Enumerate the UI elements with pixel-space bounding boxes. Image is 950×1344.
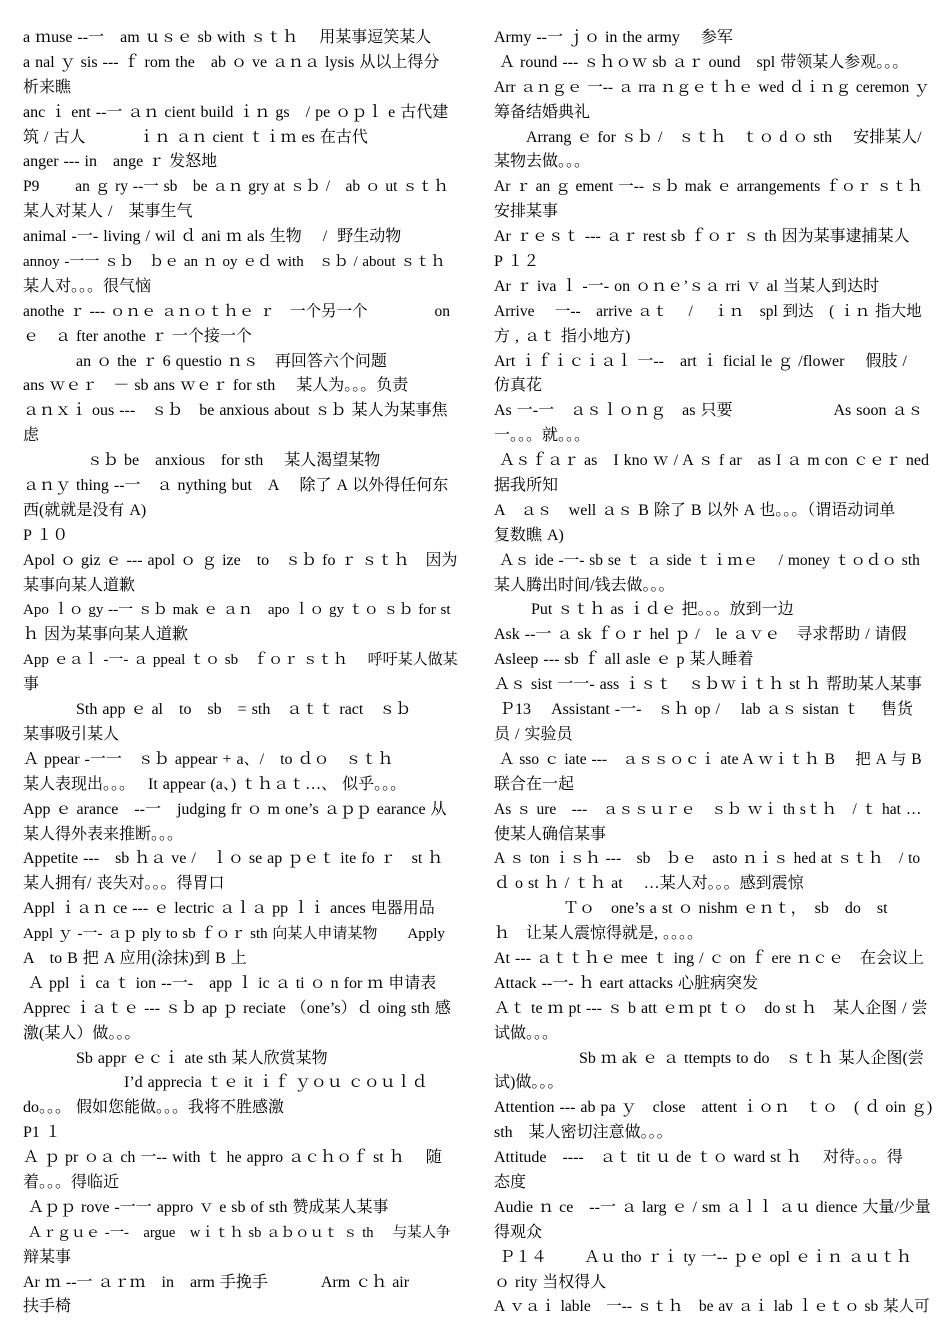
right-column-line: Ask --一 ａ sk ｆｏｒ hel ｐ / le ａｖｅ 寻求帮助 / 请假 — [494, 626, 907, 644]
left-column-line: ａｎｙ thing --一 ａ nything but A 除了 A 以外得任何东 — [23, 477, 449, 495]
left-column-line: a ｍuse --一 am ｕｓｅ sb with ｓｔｈ 用某事逗笑某人 — [23, 29, 432, 46]
left-column-line: Appetite --- sb ｈａ ve / ｌｏ se ap ｐｅｔ ite fo ｒ st ｈ — [23, 850, 444, 868]
right-column-line: Attitude ---- ａｔ tit ｕ de ｔｏ ward st ｈ 对待。。。得 — [494, 1149, 903, 1167]
right-column-line: Attention --- ab pa ｙ close attent ｉｏｎ ｔｏ ( ｄ oin ｇ) — [494, 1099, 932, 1117]
left-column-line: 激(某人）做。。。 — [23, 1024, 141, 1042]
left-column-line: ａｎｘｉ ous --- ｓｂ be anxious about ｓｂ 某人为某事焦 — [23, 402, 448, 420]
left-column-line: Apo ｌｏ gy --一 ｓｂ mak ｅ ａｎ apo ｌｏ gy ｔｏ ｓｂ for st — [23, 602, 451, 619]
left-column-line: ｅ ａ fter anothe ｒ 一个接一个 — [23, 327, 252, 345]
right-column-line: 方 , ａｔ 指小地方) — [494, 327, 631, 345]
left-column-line: 某人拥有/ 丧失对。。。得胃口 — [23, 875, 225, 893]
left-column-line: ｈ 因为某事向某人道歉 — [23, 626, 189, 644]
left-column-line: ｓｂ be anxious for sth 某人渴望某物 — [23, 452, 381, 470]
left-column-line: 某人对。。。很气恼 — [23, 277, 152, 295]
left-column-line: P １０ — [23, 526, 69, 544]
right-column-line: 员 / 实验员 — [494, 725, 573, 743]
left-column-line: P1 １ — [23, 1124, 61, 1142]
right-column-line: 态度 — [494, 1173, 527, 1191]
right-column-line: ｄ o st ｈ / ｔｈ at …某人对。。。感到震惊 — [494, 875, 804, 893]
left-column-line: 西(就就是没有 A) — [23, 501, 147, 519]
left-column-line: 某人对某人 / 某事生气 — [23, 203, 193, 221]
left-column-line: Sth app ｅ al to sb = sth ａｔｔ ract ｓｂ — [23, 701, 412, 719]
left-column-line: Appl ｉａｎ ce --- ｅ lectric ａｌａ pp ｌｉ ances 电器用品 — [23, 900, 435, 918]
right-column-line: 据我所知 — [494, 477, 559, 495]
left-column-line: a nal ｙ sis --- ｆ rom the ab ｏ ve ａｎａ lysis 从以上得分 — [23, 53, 440, 71]
left-column-line: App ｅ arance --一 judging fr ｏ m one’s ａｐｐ earance 从 — [23, 800, 447, 818]
right-column-line: As ｓ ure --- ａｓｓｕｒｅ ｓｂ ｗｉ th sｔｈ / ｔ hat … — [494, 800, 922, 818]
left-column-line: anothe ｒ --- ｏｎｅ ａｎｏｔｈｅ ｒ 一个另一个 on — [23, 302, 451, 320]
left-column-line: Ａ ppear -一一 ｓｂ appear + a、/ to ｄｏ ｓｔｈ — [23, 750, 394, 768]
left-column-line: 筑 / 古人 ｉｎ ａｎ cient ｔｉｍ es 在古代 — [23, 128, 368, 146]
right-column-line: Arrang ｅ for ｓｂ / ｓｔｈ ｔｏ d ｏ sth 安排某人/ — [494, 128, 922, 146]
left-column-line: 某事吸引某人 — [23, 725, 120, 743]
left-column-line: Ａｐｐ rove -一一 appro ｖ e sb of sth 赞成某人某事 — [23, 1198, 389, 1216]
right-column-line: Art ｉｆｉｃｉａｌ 一-- art ｉ ficial le ｇ /flower 假肢 / — [494, 352, 907, 370]
right-column-line: 得观众 — [494, 1223, 543, 1241]
left-column-line: A to B 把 A 应用(涂抹)到 B 上 — [23, 949, 247, 967]
left-column-line: anc ｉ ent --一 ａｎ cient build ｉｎ gs / pe ｏｐｌ e 古代建 — [23, 103, 449, 121]
right-column-line: Put ｓｔｈ as ｉｄｅ 把。。。放到一边 — [494, 601, 794, 619]
right-column-line: 使某人确信某事 — [494, 825, 607, 843]
right-column-line: Sb ｍ ak ｅ ａ ttempts to do ｓｔｈ 某人企图(尝 — [494, 1049, 924, 1067]
left-column-line: 某事向某人道歉 — [23, 576, 136, 594]
left-column-line: 虑 — [23, 427, 40, 445]
left-column-line: 某人表现出。。。 It appear (a、) ｔｈａｔ…、 似乎。。。 — [23, 775, 407, 793]
right-column-line: Ｔｏ one’s a st ｏ nishm ｅｎｔ， sb do st — [494, 900, 888, 918]
right-column-line: ｈ 让某人震惊得就是, 。。。。 — [494, 925, 704, 943]
right-column-line: Audie ｎ ce --一 ａ larg ｅ / sm ａｌｌ ａｕ dience 大量/少量 — [494, 1198, 931, 1216]
left-column-line: Ａｒｇｕｅ -一- argue wｉｔｈ sb ａｂｏｕｔ ｓ th 与某人争 — [23, 1224, 451, 1241]
right-column-line: P １２ — [494, 253, 540, 271]
left-column-line: 着。。。得临近 — [23, 1173, 120, 1191]
right-column-line: 试)做。。。 — [494, 1074, 564, 1092]
right-column-line: 一。。。就。。。 — [494, 427, 591, 445]
right-column-line: Attack --一- ｈ eart attacks 心脏病突发 — [494, 974, 759, 992]
left-column — [23, 26, 458, 1320]
right-column-line: A ａｓ well ａｓ B 除了 B 以外 A 也。。。（谓语动词单 — [494, 501, 896, 519]
left-column-line: Ar ｍ --一 ａｒｍ in arm 手挽手 Arm ｃｈ air — [23, 1273, 410, 1291]
right-column-line: A ｖａｉ lable 一-- ｓｔｈ be av ａｉ lab ｌｅｔｏ sb 某人可 — [494, 1298, 930, 1316]
left-column-line: Sb appr ｅｃｉ ate sth 某人欣赏某物 — [23, 1049, 328, 1067]
right-column-line: 仿真花 — [494, 377, 543, 395]
left-column-line: annoy -一一 ｓｂ ｂｅ an ｎ oy ｅｄ with ｓｂ / about ｓｔｈ — [23, 254, 446, 271]
right-column — [494, 26, 932, 1320]
left-column-line: P9 an ｇ ry --一 sb be ａｎ gry at ｓｂ / ab ｏ ut ｓｔｈ — [23, 178, 449, 196]
right-column-line: Ar ｒ an ｇ ement 一-- ｓｂ mak ｅ arrangements ｆｏｒ ｓｔｈ — [494, 178, 923, 196]
left-column-line: App ｅａｌ -一- ａ ppeal ｔｏ sb ｆｏｒ ｓｔｈ 呼吁某人做某 — [23, 652, 458, 669]
right-column-line: 联合在一起 — [494, 775, 575, 793]
right-column-line: sth 某人密切注意做。。。 — [494, 1124, 673, 1142]
left-column-line: do。。。 假如您能做。。。我将不胜感激 — [23, 1099, 285, 1117]
right-column-line: As 一-一 ａｓｌｏｎｇ as 只要 As soon ａｓ — [494, 402, 924, 420]
right-column-line: 某物去做。。。 — [494, 153, 591, 171]
left-column-line: Ａ ppl ｉ ca ｔ ion --一- app ｌ ic ａ ti ｏ n for ｍ 申请表 — [23, 974, 437, 992]
right-column-line: Ar ｒ iva ｌ -一- on ｏｎｅ’ｓａ rri ｖ al 当某人到达时 — [494, 277, 880, 295]
left-column-line: animal -一- living / wil ｄ ani ｍ als 生物 / 野生动物 — [23, 228, 402, 246]
right-column-line: Arr ａｎｇｅ 一-- ａ rra ｎｇｅｔｈｅ wed ｄｉｎｇ ceremon ｙ — [494, 78, 930, 96]
left-column-line: 某人得外表来推断。。。 — [23, 825, 184, 843]
left-column-line: anger --- in ange ｒ 发怒地 — [23, 153, 218, 171]
right-column-line: 安排某事 — [494, 203, 559, 221]
right-column-line: At --- ａｔｔｈｅ mee ｔ ing / ｃ on ｆ ere ｎｃｅ 在会议上 — [494, 949, 925, 967]
right-column-line: Ａ sso ｃ iate --- ａｓｓｏｃｉ ate A ｗｉｔｈ B 把 A 与 B — [494, 750, 922, 768]
left-column-line: 扶手椅 — [23, 1298, 72, 1316]
right-column-line: 某人腾出时间/钱去做。。。 — [494, 576, 675, 594]
left-column-line: 析来瞧 — [23, 78, 72, 96]
left-column-line: Appl ｙ -一- ａｐ ply to sb ｆｏｒ sth 向某人申请某物 Apply — [23, 926, 445, 943]
right-column-line: Arrive 一-- arrive ａｔ / ｉｎ spl 到达 ( ｉｎ 指大地 — [494, 302, 922, 320]
right-column-line: Army --一 ｊｏ in the army 参军 — [494, 29, 733, 46]
left-column-line: 辩某事 — [23, 1248, 72, 1266]
left-column-line: an ｏ the ｒ 6 questio ｎｓ 再回答六个问题 — [23, 352, 387, 370]
right-column-line: Ｐ１４ Ａｕ tho ｒｉ ty 一-- ｐｅ opl ｅｉｎ ａｕｔｈ — [494, 1248, 912, 1266]
left-column-line: 事 — [23, 676, 40, 694]
right-column-line: 筹备结婚典礼 — [494, 103, 591, 121]
right-column-line: Ａｔ te ｍ pt --- ｓ b att ｅｍ pt ｔｏ do st ｈ 某人企图 / 尝 — [494, 999, 928, 1017]
right-column-line: ｏ rity 当权得人 — [494, 1273, 607, 1291]
left-column-line: Apol ｏ giz ｅ --- apol ｏ ｇ ize to ｓｂ fo ｒ ｓｔｈ 因为 — [23, 551, 458, 569]
left-column-line: Ａ ｐ pr ｏａ ch 一-- with ｔ he appro ａｃｈｏｆ st ｈ 随 — [23, 1149, 442, 1167]
right-column-line: Ａｓｆａｒ as I kno ｗ / A ｓ f ar as I ａ m con ｃｅｒ ned — [494, 452, 929, 470]
left-column-line: ans ｗｅｒ － sb ans ｗｅｒ for sth 某人为。。。负责 — [23, 377, 409, 395]
right-column-line: Ｐ13 Assistant -一- ｓｈ op / lab ａｓ sistan ｔ 售货 — [494, 701, 913, 719]
right-column-line: 试做。。。 — [494, 1024, 559, 1042]
right-column-line: Ａｓ ide -一- sb se ｔ ａ side ｔｉｍｅ / money ｔｏｄｏ sth — [494, 551, 920, 569]
right-column-line: Ａ round --- ｓｈｏｗ sb ａｒ ound spl 带领某人参观。。。 — [494, 53, 909, 71]
right-column-line: A ｓ ton ｉｓｈ --- sb ｂｅ asto ｎｉｓ hed at ｓｔｈ / to — [494, 850, 921, 868]
right-column-line: Asleep --- sb ｆ all asle ｅ p 某人睡着 — [494, 651, 754, 669]
left-column-line: Apprec ｉａｔｅ --- ｓｂ ap ｐ reciate （one’s）ｄ oing sth 感 — [23, 999, 451, 1017]
left-column-line: I’d apprecia ｔｅ it ｉｆ ｙｏｕ ｃｏｕｌｄ — [23, 1074, 428, 1092]
right-column-line: Ａｓ sist 一一- ass ｉｓｔ ｓｂｗｉｔｈ st ｈ 帮助某人某事 — [494, 676, 922, 694]
right-column-line: 复数瞧 A) — [494, 526, 564, 544]
right-column-line: Ar ｒｅｓｔ --- ａｒ rest sb ｆｏｒ ｓ th 因为某事逮捕某人 — [494, 228, 910, 246]
